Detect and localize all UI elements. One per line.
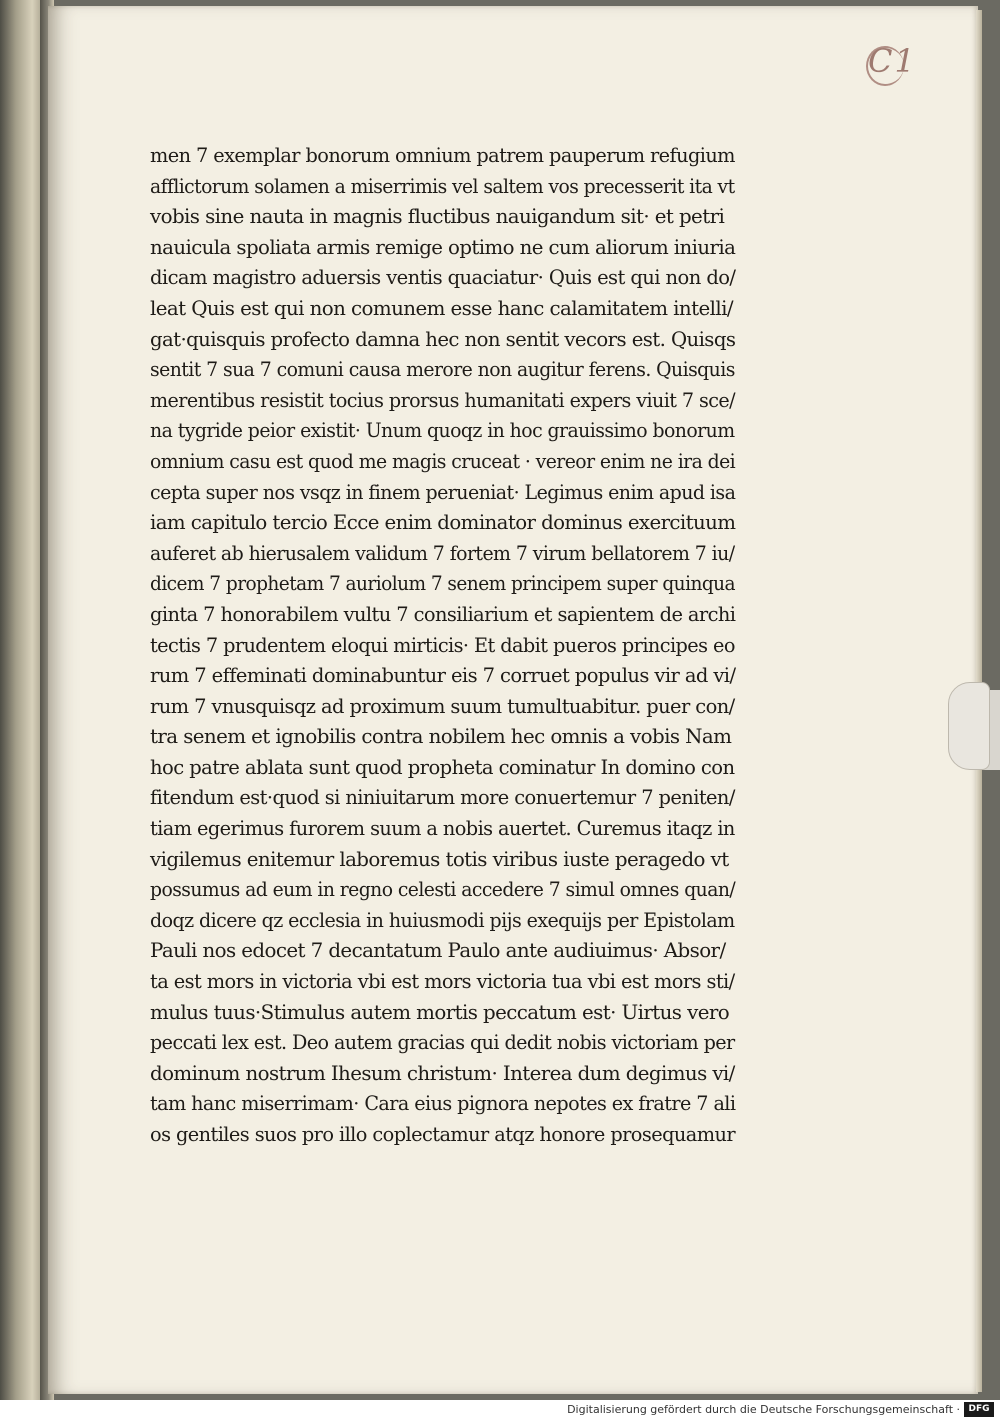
text-line: possumus ad eum in regno celesti accedere 7 simul omnes quan/ bbox=[150, 877, 736, 902]
text-line: peccati lex est. Deo autem gracias qui dedit nobis victoriam per bbox=[150, 1030, 735, 1055]
text-line: dominum nostrum Ihesum christum· Interea dum degimus vi/ bbox=[150, 1060, 735, 1085]
text-line: dicam magistro aduersis ventis quaciatur· Quis est qui non do/ bbox=[150, 265, 736, 290]
folio-mark: C1 bbox=[868, 42, 917, 80]
text-line: vobis sine nauta in magnis fluctibus nauigandum sit· et petri bbox=[150, 204, 725, 229]
text-line: rum 7 effeminati dominabuntur eis 7 corruet populus vir ad vi/ bbox=[150, 663, 736, 688]
text-block bbox=[150, 140, 740, 1150]
text-line: fitendum est·quod si niniuitarum more conuertemur 7 peniten/ bbox=[150, 785, 735, 810]
text-line: tra senem et ignobilis contra nobilem hec omnis a vobis Nam bbox=[150, 724, 732, 749]
text-line: mulus tuus·Stimulus autem mortis peccatum est· Uirtus vero bbox=[150, 999, 730, 1024]
text-line: vigilemus enitemur laboremus totis viribus iuste peragedo vt bbox=[150, 846, 729, 871]
dfg-logo: DFG bbox=[964, 1402, 994, 1417]
text-line: sentit 7 sua 7 comuni causa merore non augitur ferens. Quisquis bbox=[150, 357, 735, 382]
page-clip bbox=[948, 682, 990, 770]
text-line: doqz dicere qz ecclesia in huiusmodi pijs exequijs per Epistolam bbox=[150, 907, 735, 932]
text-line: Pauli nos edocet 7 decantatum Paulo ante audiuimus· Absor/ bbox=[150, 938, 726, 963]
footer bbox=[0, 1400, 1000, 1420]
text-line: omnium casu est quod me magis cruceat · vereor enim ne ira dei bbox=[150, 448, 736, 473]
footer-credit: Digitalisierung gefördert durch die Deutsche Forschungsgemeinschaft · bbox=[567, 1403, 960, 1416]
text-line: auferet ab hierusalem validum 7 fortem 7 virum bellatorem 7 iu/ bbox=[150, 540, 735, 565]
text-line: os gentiles suos pro illo coplectamur atqz honore prosequamur bbox=[150, 1122, 736, 1146]
text-line: merentibus resistit tocius prorsus humanitati expers viuit 7 sce/ bbox=[150, 387, 735, 412]
text-line: gat·quisquis profecto damna hec non sentit vecors est. Quisqs bbox=[150, 326, 736, 351]
text-line: nauicula spoliata armis remige optimo ne cum aliorum iniuria bbox=[150, 234, 736, 259]
text-line: leat Quis est qui non comunem esse hanc calamitatem intelli/ bbox=[150, 295, 733, 320]
text-line: afflictorum solamen a miserrimis vel saltem vos precesserit ita vt bbox=[150, 173, 735, 198]
text-line: ginta 7 honorabilem vultu 7 consiliarium et sapientem de archi bbox=[150, 601, 736, 626]
text-line: cepta super nos vsqz in finem perueniat· Legimus enim apud isa bbox=[150, 479, 736, 504]
text-line: tiam egerimus furorem suum a nobis auertet. Curemus itaqz in bbox=[150, 816, 735, 841]
text-line: rum 7 vnusquisqz ad proximum suum tumultuabitur. puer con/ bbox=[150, 693, 735, 718]
text-line: na tygride peior existit· Unum quoqz in hoc grauissimo bonorum bbox=[150, 418, 735, 443]
text-line: men 7 exemplar bonorum omnium patrem pauperum refugium bbox=[150, 143, 735, 167]
text-line: hoc patre ablata sunt quod propheta cominatur In domino con bbox=[150, 754, 735, 779]
text-line: tam hanc miserrimam· Cara eius pignora nepotes ex fratre 7 ali bbox=[150, 1091, 736, 1116]
text-line: dicem 7 prophetam 7 auriolum 7 senem principem super quinqua bbox=[150, 571, 736, 596]
text-line: iam capitulo tercio Ecce enim dominator dominus exercituum bbox=[150, 510, 736, 535]
text-line: tectis 7 prudentem eloqui mirticis· Et dabit pueros principes eo bbox=[150, 632, 735, 657]
text-line: ta est mors in victoria vbi est mors victoria tua vbi est mors sti/ bbox=[150, 969, 735, 994]
